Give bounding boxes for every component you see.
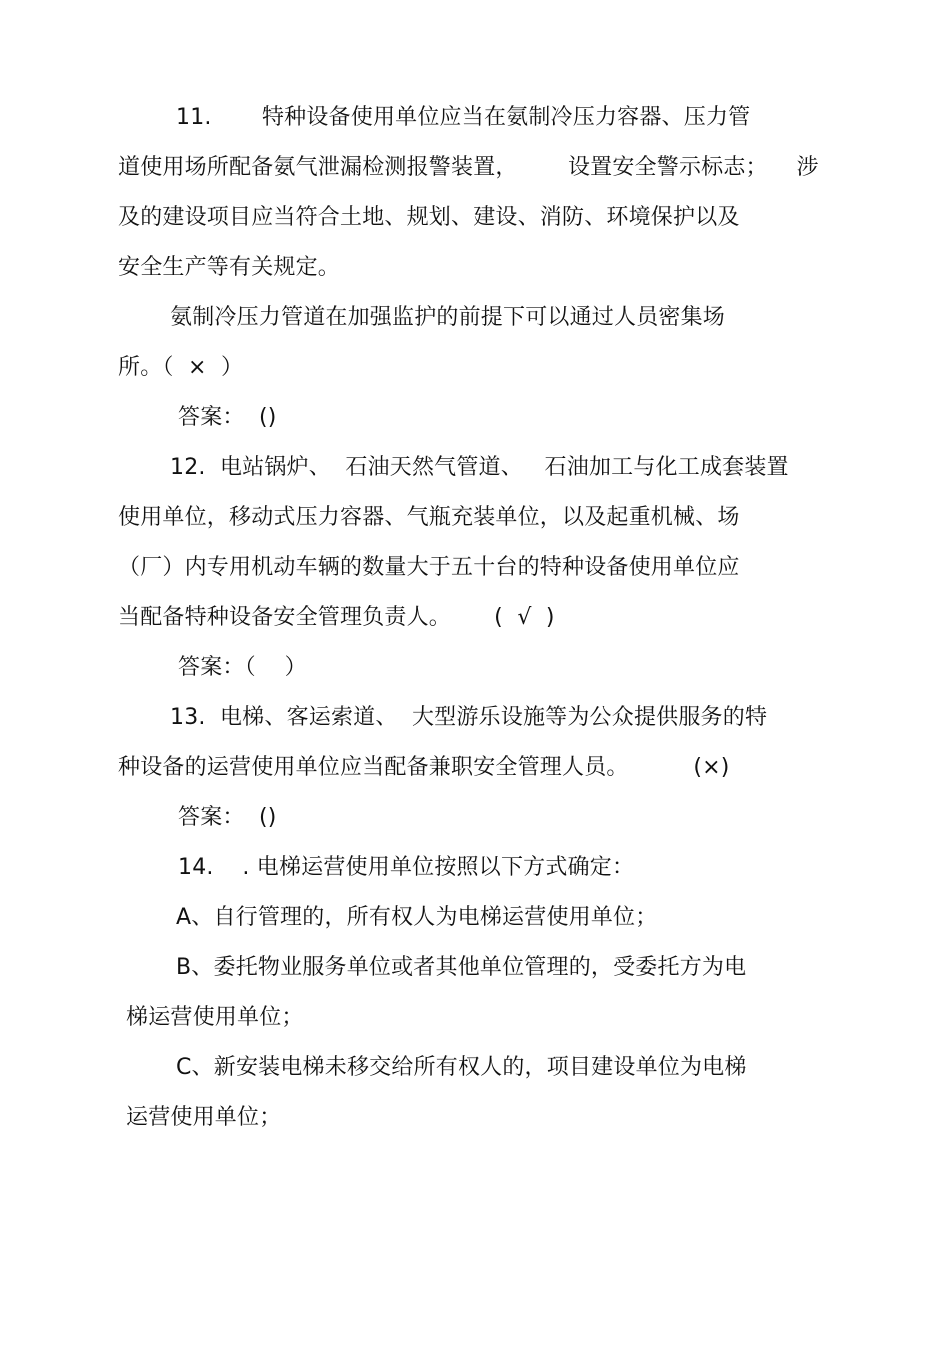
option-b-line-2: 梯运营使用单位； — [126, 1005, 304, 1030]
item-12-line-1: 12. 电站锅炉、 石油天然气管道、 石油加工与化工成套装置 — [170, 455, 789, 480]
item-14-line-1: 14. . 电梯运营使用单位按照以下方式确定： — [178, 855, 635, 880]
item-11-line-1: 11. 特种设备使用单位应当在氨制冷压力容器、压力管 — [176, 105, 751, 130]
answer-label-13: 答案： () — [178, 805, 277, 830]
option-a-line-1: A、自行管理的，所有权人为电梯运营使用单位； — [176, 905, 658, 930]
item-11-line-3: 及的建设项目应当符合土地、规划、建设、消防、环境保护以及 — [118, 205, 740, 230]
item-11-question-line-1: 氨制冷压力管道在加强监护的前提下可以通过人员密集场 — [170, 305, 726, 330]
option-c-line-1: C、新安装电梯未移交给所有权人的，项目建设单位为电梯 — [176, 1055, 747, 1080]
item-11-line-4: 安全生产等有关规定。 — [118, 255, 341, 280]
item-13-line-1: 13. 电梯、客运索道、 大型游乐设施等为公众提供服务的特 — [170, 705, 768, 730]
item-12-line-2: 使用单位，移动式压力容器、气瓶充装单位，以及起重机械、场 — [118, 505, 740, 530]
answer-label-11: 答案： () — [178, 405, 277, 430]
option-b-line-1: B、委托物业服务单位或者其他单位管理的，受委托方为电 — [176, 955, 747, 980]
item-11-question-line-2: 所。（ × ） — [118, 355, 244, 380]
answer-label-12: 答案：（ ） — [178, 655, 307, 680]
item-12-line-4: 当配备特种设备安全管理负责人。 ( √ ) — [118, 605, 555, 630]
item-11-line-2: 道使用场所配备氨气泄漏检测报警装置， 设置安全警示标志； 涉 — [118, 155, 819, 180]
option-c-line-2: 运营使用单位； — [126, 1105, 282, 1130]
item-12-line-3: （厂）内专用机动车辆的数量大于五十台的特种设备使用单位应 — [118, 555, 740, 580]
item-13-line-2: 种设备的运营使用单位应当配备兼职安全管理人员。 (×) — [118, 755, 730, 780]
